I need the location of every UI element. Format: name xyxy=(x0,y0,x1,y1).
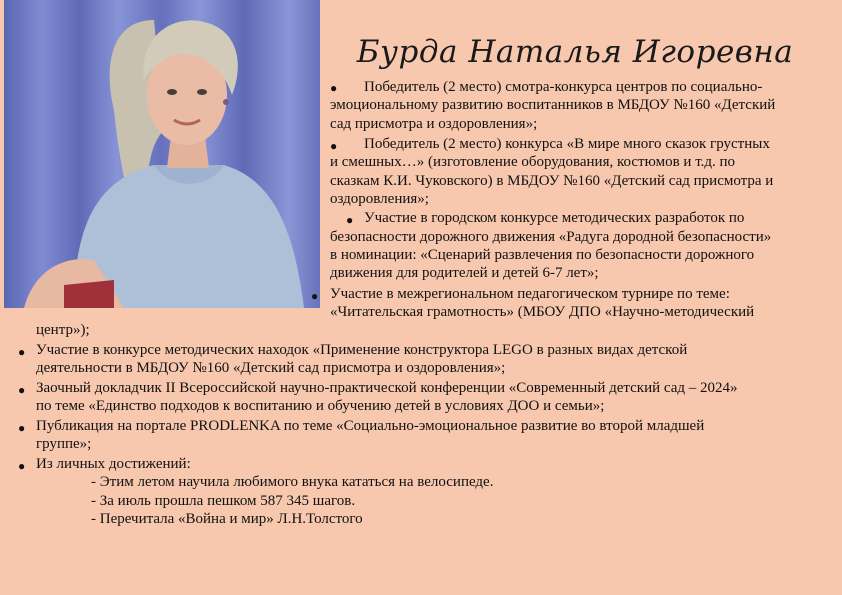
item-2-line-3: сказкам К.И. Чуковского) в МБДОУ №160 «Детский сад присмотра и xyxy=(330,173,774,189)
item-7-line-1: Публикация на портале PRODLENKA по теме «Социально-эмоциональное развитие во второй младшей xyxy=(36,418,705,434)
item-4-line-2: «Читательская грамотность» (МБОУ ДПО «Научно-методический xyxy=(330,304,755,320)
item-1-line-1: Победитель (2 место) смотра-конкурса центров по социально- xyxy=(364,79,763,95)
item-8-line-1: Из личных достижений: xyxy=(36,456,191,472)
item-3-line-1: Участие в городском конкурсе методических разработок по xyxy=(364,210,745,226)
achievement-2: - За июль прошла пешком 587 345 шагов. xyxy=(91,493,356,509)
item-2-line-2: и смешных…» (изготовление оборудования, костюмов и т.д. по xyxy=(330,154,736,170)
portrait-photo xyxy=(4,0,320,308)
bullet-icon: ● xyxy=(18,383,26,397)
bullet-icon: ● xyxy=(18,459,26,473)
achievement-1: - Этим летом научила любимого внука кататься на велосипеде. xyxy=(91,474,494,490)
bullet-icon: ● xyxy=(311,289,319,303)
bullet-icon: ● xyxy=(346,213,354,227)
bullet-icon: ● xyxy=(18,421,26,435)
item-4-line-3: центр»); xyxy=(36,322,90,338)
item-3-line-2: безопасности дорожного движения «Радуга дородной безопасности» xyxy=(330,229,772,245)
page-title: Бурда Наталья Игоревна xyxy=(356,34,794,70)
item-6-line-2: по теме «Единство подходов к воспитанию и обучению детей в условиях ДОО и семьи»; xyxy=(36,398,605,414)
item-3-line-4: движения для родителей и детей 6-7 лет»; xyxy=(330,265,599,281)
item-6-line-1: Заочный докладчик II Всероссийской научно-практической конференции «Современный детский сад – 2024» xyxy=(36,380,738,396)
item-1-line-3: сад присмотра и оздоровления»; xyxy=(330,116,538,132)
item-2-line-1: Победитель (2 место) конкурса «В мире много сказок грустных xyxy=(364,136,770,152)
item-1-line-2: эмоциональному развитию воспитанников в МБДОУ №160 «Детский xyxy=(330,97,776,113)
achievement-3: - Перечитала «Война и мир» Л.Н.Толстого xyxy=(91,511,363,527)
bullet-icon: ● xyxy=(18,345,26,359)
portrait-illustration xyxy=(4,0,320,308)
item-4-line-1: Участие в межрегиональном педагогическом турнире по теме: xyxy=(330,286,730,302)
bullet-icon: ● xyxy=(330,81,338,95)
item-7-line-2: группе»; xyxy=(36,436,92,452)
item-5-line-2: деятельности в МБДОУ №160 «Детский сад присмотра и оздоровления»; xyxy=(36,360,506,376)
item-5-line-1: Участие в конкурсе методических находок «Применение конструктора LEGO в разных видах детской xyxy=(36,342,688,358)
bullet-icon: ● xyxy=(330,139,338,153)
item-2-line-4: оздоровления»; xyxy=(330,191,429,207)
item-3-line-3: в номинации: «Сценарий развлечения по безопасности дорожного xyxy=(330,247,755,263)
